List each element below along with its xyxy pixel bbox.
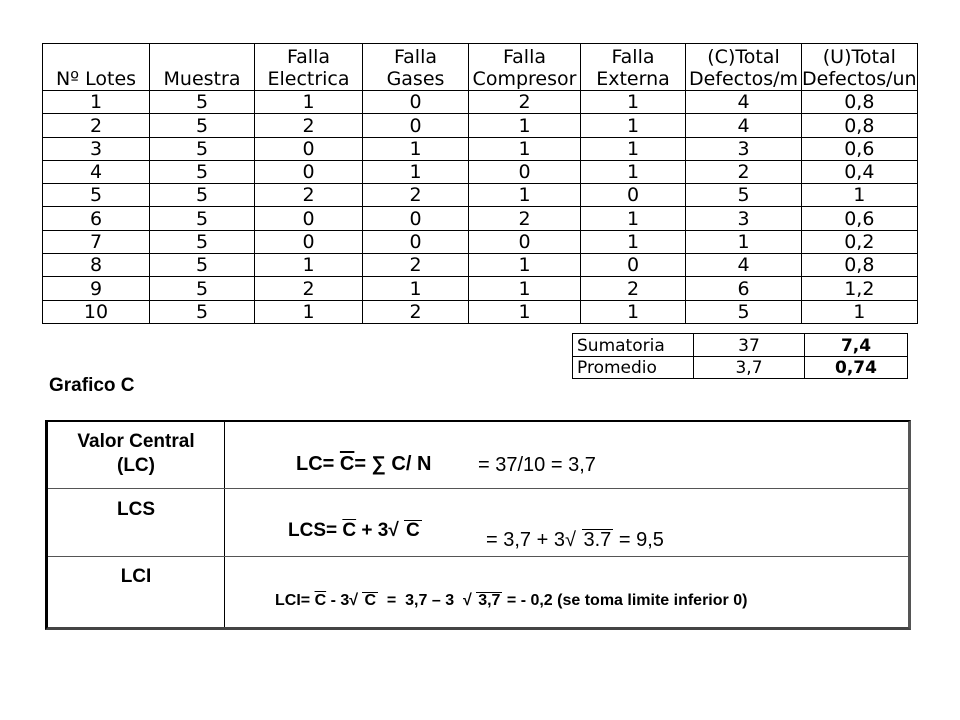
table-cell: 1 (469, 184, 581, 207)
lcs-formula-mid: + 3√ (356, 520, 405, 541)
table-row (43, 300, 918, 323)
table-body (43, 91, 918, 324)
table-row (43, 277, 918, 300)
table-cell: 0,8 (802, 114, 918, 137)
table-cell: 2 (255, 184, 363, 207)
lcs-result (486, 529, 664, 552)
table-cell: 2 (43, 114, 150, 137)
table-cell: 2 (363, 184, 469, 207)
row-divider (48, 488, 908, 489)
header-falla-externa: Falla Externa (581, 44, 686, 91)
table-row (43, 91, 918, 114)
table-cell: 0,6 (802, 207, 918, 230)
lci-formula-mid: - 3√ (326, 592, 363, 609)
table-cell: 5 (150, 114, 255, 137)
lcs-formula-prefix: LCS= (288, 520, 343, 541)
lci-result-suffix: = - 0,2 (se toma limite inferior 0) (502, 592, 748, 609)
header-falla-gases: Falla Gases (363, 44, 469, 91)
c-bar-root: C (406, 520, 420, 541)
table-cell: 1 (581, 114, 686, 137)
table-cell: 1 (581, 207, 686, 230)
lcs-result-root: 3.7 (583, 529, 612, 551)
header-falla-compresor: Falla Compresor (469, 44, 581, 91)
table-cell: 8 (43, 254, 150, 277)
table-cell: 1 (581, 160, 686, 183)
table-cell: 1 (469, 277, 581, 300)
table-cell: 6 (43, 207, 150, 230)
summary-row-sumatoria (573, 334, 908, 357)
table-cell: 2 (255, 114, 363, 137)
table-cell: 0,2 (802, 230, 918, 253)
table-cell: 5 (150, 184, 255, 207)
table-cell: 0 (363, 91, 469, 114)
table-cell: 5 (686, 300, 802, 323)
table-cell: 5 (43, 184, 150, 207)
table-cell: 9 (43, 277, 150, 300)
row-divider (48, 556, 908, 557)
table-cell: 1 (255, 300, 363, 323)
c-bar-symbol: $\overline{C}$ (314, 592, 327, 609)
table-cell: 0 (363, 207, 469, 230)
table-cell: 2 (469, 91, 581, 114)
summary-label: Sumatoria (573, 334, 694, 357)
table-cell: 0 (255, 160, 363, 183)
table-cell: 1 (686, 230, 802, 253)
table-cell: 0 (581, 184, 686, 207)
summary-row-promedio (573, 356, 908, 379)
lcs-result-suffix: = 9,5 (613, 529, 664, 551)
table-cell: 1 (469, 114, 581, 137)
table-cell: 1,2 (802, 277, 918, 300)
table-cell: 1 (581, 300, 686, 323)
table-cell: 6 (686, 277, 802, 300)
table-cell: 4 (43, 160, 150, 183)
table-cell: 5 (150, 207, 255, 230)
table-cell: 0,8 (802, 91, 918, 114)
summary-u-value: 0,74 (805, 356, 908, 379)
summary-table (572, 333, 908, 379)
table-row (43, 254, 918, 277)
table-cell: 2 (363, 300, 469, 323)
table-cell: 2 (363, 254, 469, 277)
table-cell: 5 (150, 277, 255, 300)
control-limits-box (45, 420, 911, 630)
c-bar-symbol: $\overline{C}$ (342, 520, 357, 541)
lci-formula-prefix: LCI= (275, 592, 315, 609)
table-cell: 1 (802, 300, 918, 323)
column-divider (224, 422, 225, 627)
header-lotes: Nº Lotes (43, 44, 150, 91)
table-cell: 3 (686, 207, 802, 230)
table-cell: 2 (581, 277, 686, 300)
table-cell: 1 (469, 300, 581, 323)
table-cell: 2 (469, 207, 581, 230)
summary-c-value: 37 (694, 334, 805, 357)
summary-c-value: 3,7 (694, 356, 805, 379)
table-cell: 1 (255, 254, 363, 277)
lc-formula-suffix: = ∑ C/ N (354, 453, 432, 475)
header-u-total: (U)Total Defectos/un (802, 44, 918, 91)
c-bar-symbol: $\overline{C}$ (339, 453, 355, 475)
header-muestra: Muestra (150, 44, 255, 91)
table-cell: 0 (469, 230, 581, 253)
lc-label (48, 430, 224, 478)
table-cell: 0 (363, 114, 469, 137)
table-cell: 1 (43, 91, 150, 114)
table-cell: 0 (581, 254, 686, 277)
lci-result-prefix: = 3,7 – 3 √ (378, 592, 477, 609)
table-cell: 5 (686, 184, 802, 207)
lci-label: LCI (120, 566, 152, 587)
table-cell: 0 (255, 230, 363, 253)
table-cell: 4 (686, 114, 802, 137)
lcs-formula (288, 520, 422, 542)
summary-label: Promedio (573, 356, 694, 379)
table-cell: 0 (255, 207, 363, 230)
lc-formula-prefix: LC= (296, 453, 340, 475)
table-cell: 3 (686, 137, 802, 160)
table-row (43, 230, 918, 253)
table-cell: 5 (150, 137, 255, 160)
table-cell: 10 (43, 300, 150, 323)
table-row (43, 184, 918, 207)
table-cell: 3 (43, 137, 150, 160)
table-cell: 7 (43, 230, 150, 253)
table-cell: 1 (469, 254, 581, 277)
header-c-total: (C)Total Defectos/m (686, 44, 802, 91)
lci-result-root: 3,7 (478, 592, 501, 609)
lcs-result-prefix: = 3,7 + 3√ (486, 529, 582, 551)
c-bar-root: C (364, 592, 377, 609)
table-row (43, 160, 918, 183)
summary-u-value: 7,4 (805, 334, 908, 357)
table-cell: 2 (686, 160, 802, 183)
table-cell: 0 (255, 137, 363, 160)
table-cell: 0,4 (802, 160, 918, 183)
lc-label-line1: Valor Central (77, 431, 195, 452)
header-falla-electrica: Falla Electrica (255, 44, 363, 91)
table-cell: 0,8 (802, 254, 918, 277)
table-cell: 2 (255, 277, 363, 300)
table-cell: 1 (469, 137, 581, 160)
chart-title: Grafico C (49, 375, 135, 396)
table-cell: 1 (581, 91, 686, 114)
defects-table (42, 43, 918, 324)
lc-formula (296, 453, 431, 476)
table-cell: 1 (255, 91, 363, 114)
lcs-label: LCS (117, 499, 155, 520)
table-cell: 4 (686, 91, 802, 114)
table-cell: 4 (686, 254, 802, 277)
table-cell: 5 (150, 230, 255, 253)
table-cell: 5 (150, 160, 255, 183)
lci-formula (275, 592, 747, 610)
table-cell: 5 (150, 300, 255, 323)
table-cell: 0,6 (802, 137, 918, 160)
table-row (43, 114, 918, 137)
table-cell: 5 (150, 254, 255, 277)
table-header-row (43, 44, 918, 91)
table-cell: 1 (581, 137, 686, 160)
table-cell: 0 (469, 160, 581, 183)
table-cell: 1 (363, 160, 469, 183)
lc-label-line2: (LC) (117, 455, 155, 476)
table-cell: 1 (363, 277, 469, 300)
table-cell: 1 (581, 230, 686, 253)
table-cell: 1 (802, 184, 918, 207)
table-cell: 5 (150, 91, 255, 114)
table-row (43, 207, 918, 230)
table-cell: 1 (363, 137, 469, 160)
lc-result: = 37/10 = 3,7 (478, 454, 596, 476)
table-cell: 0 (363, 230, 469, 253)
table-row (43, 137, 918, 160)
